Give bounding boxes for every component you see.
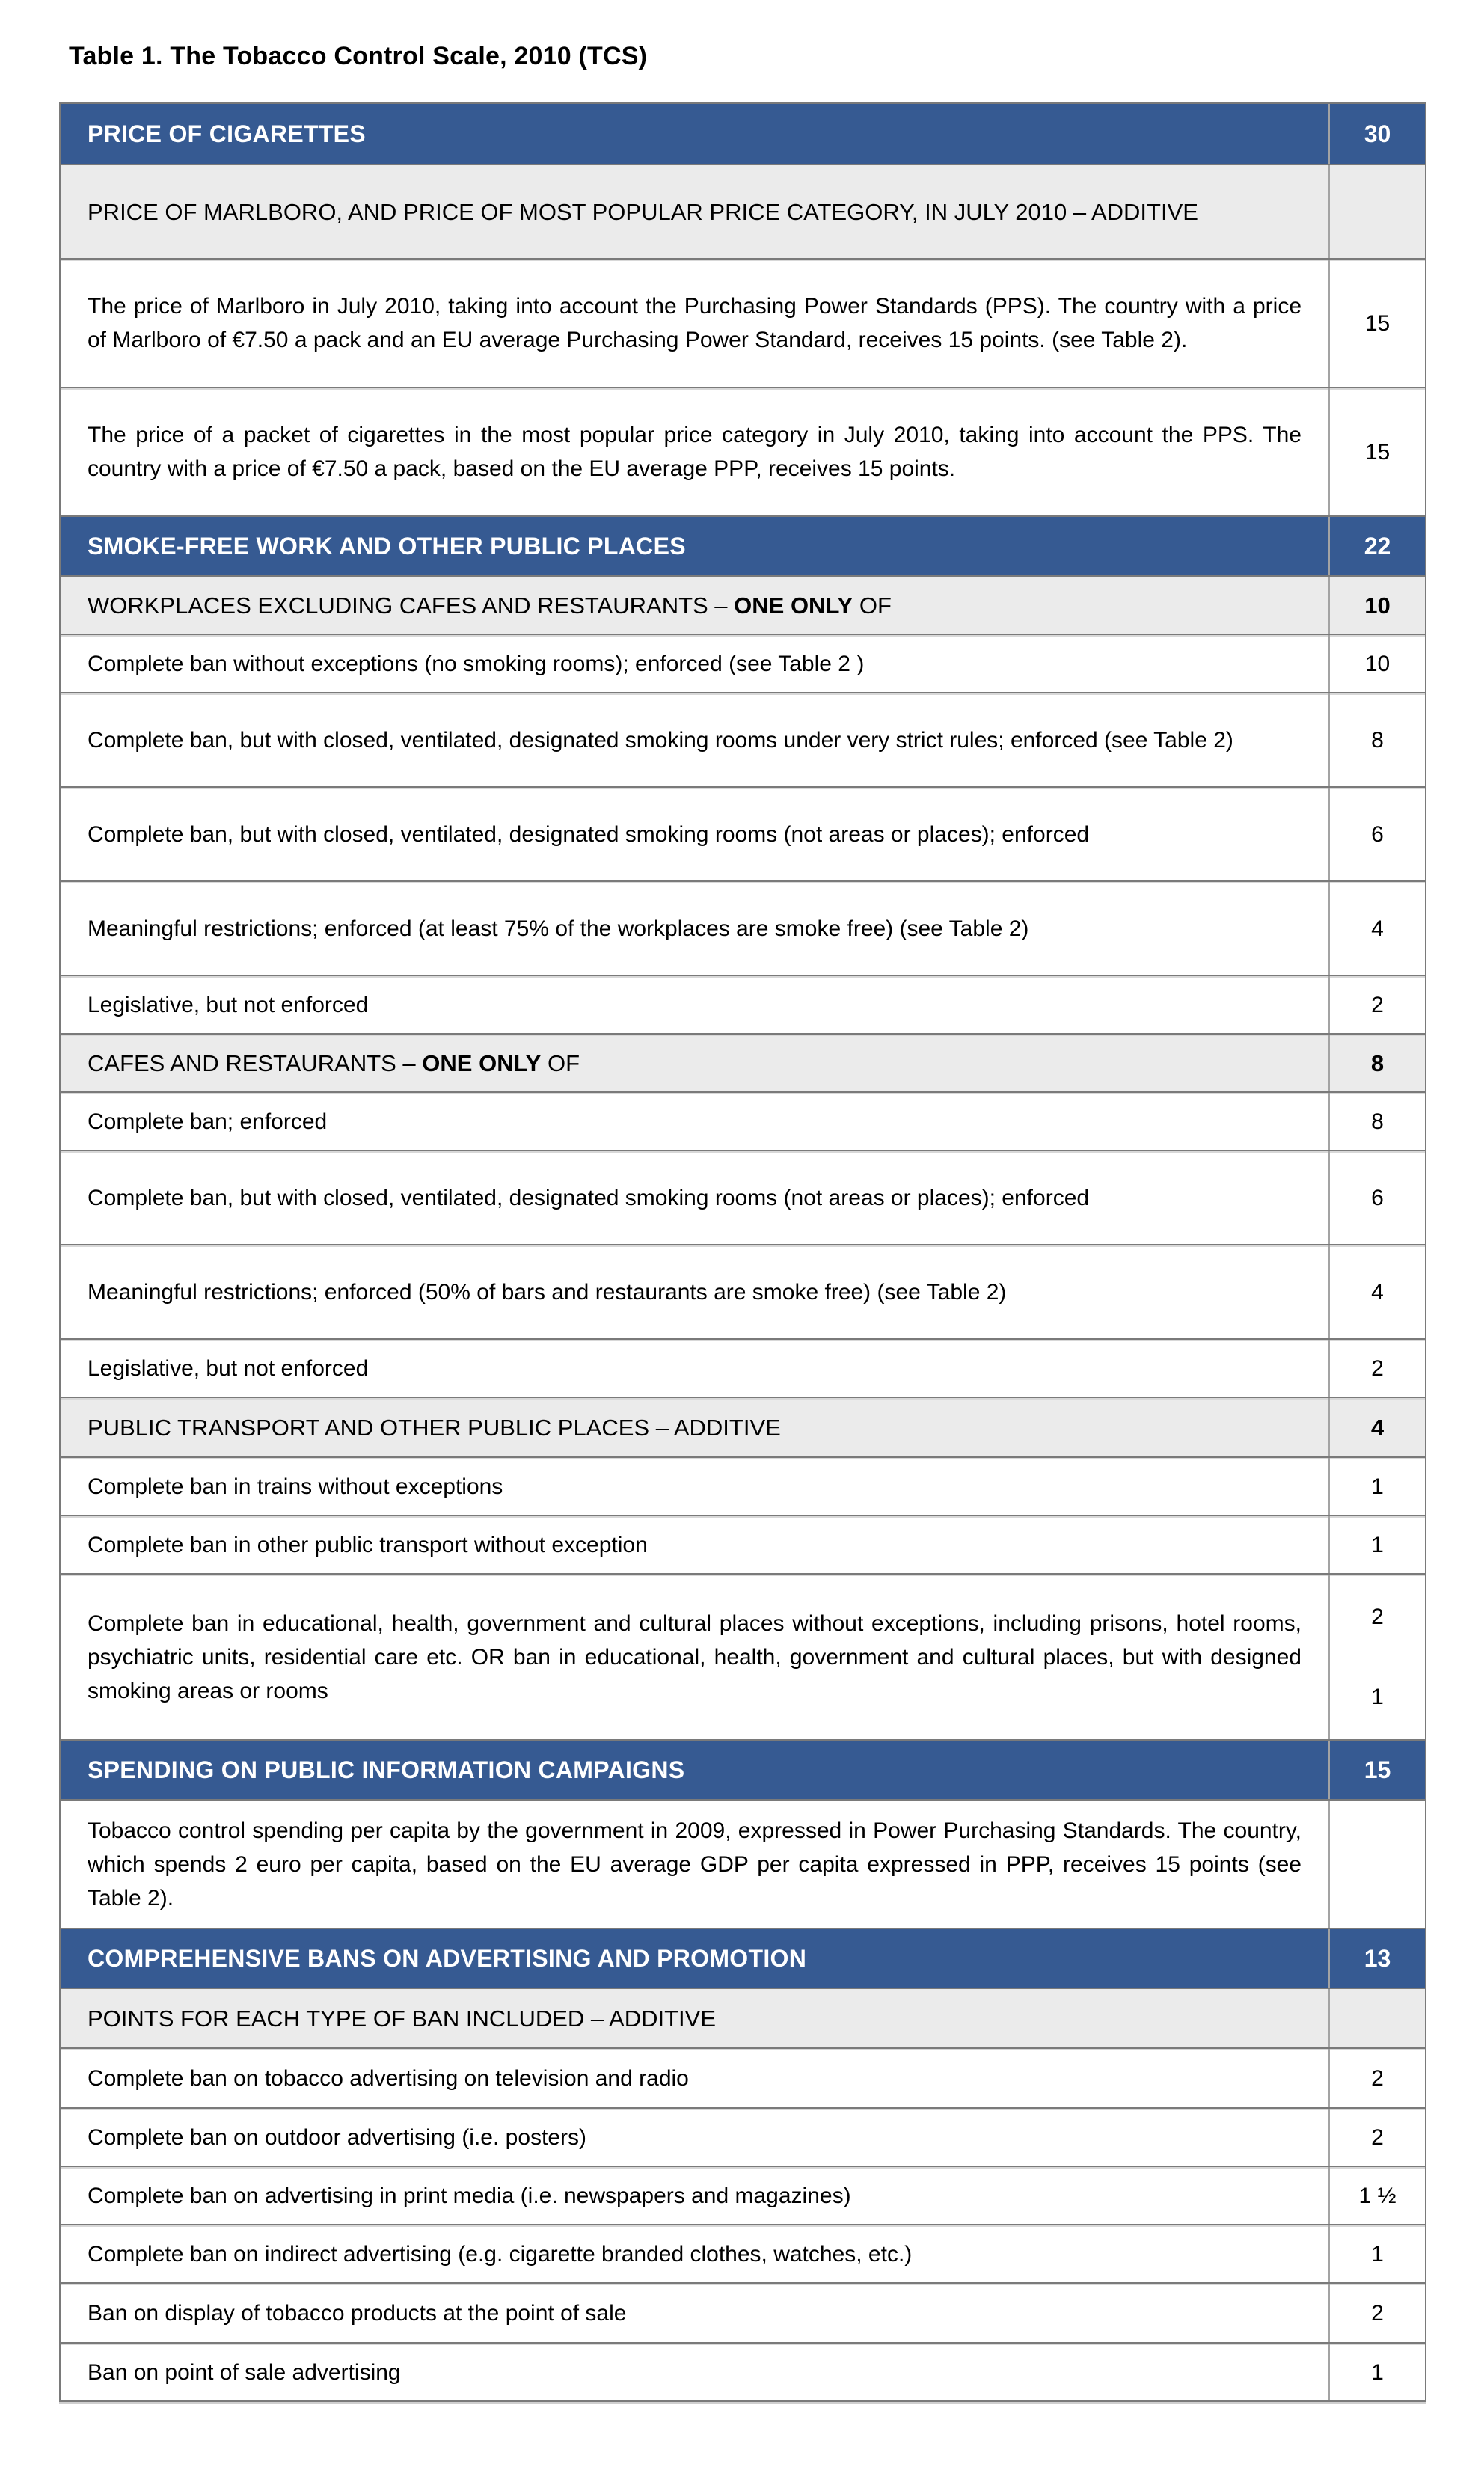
criteria-text: Complete ban on outdoor advertising (i.e. posters) bbox=[88, 2124, 587, 2150]
criteria-text: Complete ban on tobacco advertising on television and radio bbox=[88, 2065, 689, 2091]
criteria-row bbox=[61, 786, 1425, 880]
criteria-points-value: 2 bbox=[1371, 2065, 1384, 2091]
criteria-text: Complete ban on advertising in print media (i.e. newspapers and magazines) bbox=[88, 2183, 851, 2208]
criteria-points-value: 6 bbox=[1371, 1185, 1384, 1210]
criteria-points-value: 10 bbox=[1364, 651, 1391, 676]
criteria-points-value bbox=[1330, 1801, 1425, 1928]
section-header-label: PRICE OF CIGARETTES bbox=[61, 104, 1330, 164]
criteria-row bbox=[61, 2224, 1425, 2282]
section-header-label: COMPREHENSIVE BANS ON ADVERTISING AND PROMOTION bbox=[61, 1929, 1330, 1988]
criteria-text: The price of a packet of cigarettes in the most popular price category in July 2010, taking into account the PPS. The country with a price of €7.50 a pack, based on the EU average PPP, receives 15 points. bbox=[88, 423, 1301, 481]
subsection-row-workplaces bbox=[61, 575, 1425, 634]
criteria-text: Ban on display of tobacco products at the point of sale bbox=[88, 2300, 627, 2326]
subsection-label: CAFES AND RESTAURANTS – ONE ONLY OF bbox=[88, 1049, 580, 1076]
subsection-row-ban-points bbox=[61, 1988, 1425, 2047]
criteria-text: Complete ban on indirect advertising (e.g. cigarette branded clothes, watches, etc.) bbox=[88, 2241, 913, 2267]
criteria-row bbox=[61, 1091, 1425, 1150]
criteria-row-educational-places bbox=[61, 1573, 1425, 1739]
criteria-points-value: 2 bbox=[1371, 2300, 1384, 2326]
criteria-text: Complete ban in educational, health, government and cultural places without exceptions, including prisons, hotel rooms, psychiatric units, residential care etc. OR ban in educational, health, government and cultural places, but with designed smoking areas or rooms bbox=[88, 1611, 1301, 1703]
criteria-points-value: 8 bbox=[1371, 1109, 1384, 1134]
subsection-points-value: 4 bbox=[1370, 1414, 1385, 1441]
subsection-label: WORKPLACES EXCLUDING CAFES AND RESTAURANTS – ONE ONLY OF bbox=[88, 592, 892, 619]
criteria-text: The price of Marlboro in July 2010, taking into account the Purchasing Power Standards (PPS). The country with a price of Marlboro of €7.50 a pack and an EU average Purchasing Power Standard, receives 15 points. (see Table 2). bbox=[88, 294, 1301, 352]
criteria-row bbox=[61, 387, 1425, 515]
section-points-value: 22 bbox=[1364, 532, 1391, 560]
subsection-row-cafes-restaurants bbox=[61, 1033, 1425, 1091]
criteria-row bbox=[61, 1515, 1425, 1573]
criteria-points-value: 1 bbox=[1371, 1474, 1384, 1499]
section-points-value: 30 bbox=[1364, 120, 1391, 147]
criteria-points-value: 2 bbox=[1371, 1355, 1384, 1381]
criteria-points-value: 6 bbox=[1371, 821, 1384, 847]
criteria-text: Legislative, but not enforced bbox=[88, 992, 369, 1017]
criteria-row bbox=[61, 880, 1425, 975]
subsection-points-value bbox=[1330, 165, 1425, 258]
criteria-text: Complete ban; enforced bbox=[88, 1109, 328, 1134]
subsection-row-marlboro-category bbox=[61, 164, 1425, 258]
criteria-points-value: 2 bbox=[1371, 2124, 1384, 2150]
criteria-row bbox=[61, 1799, 1425, 1928]
criteria-points-value: 15 bbox=[1364, 439, 1391, 465]
criteria-points-value: 8 bbox=[1371, 727, 1384, 753]
criteria-text: Ban on point of sale advertising bbox=[88, 2359, 401, 2385]
subsection-label: POINTS FOR EACH TYPE OF BAN INCLUDED – ADDITIVE bbox=[88, 2005, 717, 2032]
criteria-row bbox=[61, 2342, 1425, 2400]
criteria-text: Meaningful restrictions; enforced (at least 75% of the workplaces are smoke free) (see Table 2) bbox=[88, 916, 1029, 941]
criteria-text: Complete ban, but with closed, ventilated, designated smoking rooms (not areas or places); enforced bbox=[88, 1185, 1090, 1210]
criteria-row bbox=[61, 1244, 1425, 1338]
criteria-points-value: 1 bbox=[1371, 2241, 1384, 2267]
subsection-points-value: 10 bbox=[1364, 592, 1391, 619]
section-header-label: SPENDING ON PUBLIC INFORMATION CAMPAIGNS bbox=[61, 1741, 1330, 1799]
criteria-points-value: 4 bbox=[1371, 916, 1384, 941]
criteria-points-value: 1 ½ bbox=[1358, 2183, 1396, 2208]
criteria-text: Meaningful restrictions; enforced (50% of bars and restaurants are smoke free) (see Table 2) bbox=[88, 1279, 1007, 1305]
criteria-points-value: 4 bbox=[1371, 1279, 1384, 1305]
criteria-text: Complete ban in other public transport without exception bbox=[88, 1532, 648, 1557]
subsection-label: PUBLIC TRANSPORT AND OTHER PUBLIC PLACES – ADDITIVE bbox=[88, 1414, 781, 1441]
criteria-row bbox=[61, 634, 1425, 692]
section-header-label: SMOKE-FREE WORK AND OTHER PUBLIC PLACES bbox=[61, 517, 1330, 575]
criteria-text: Legislative, but not enforced bbox=[88, 1355, 369, 1381]
criteria-row bbox=[61, 1338, 1425, 1397]
section-header-row-spending bbox=[61, 1739, 1425, 1799]
section-header-row-price bbox=[61, 104, 1425, 164]
criteria-points-value: 2 bbox=[1371, 992, 1384, 1017]
criteria-row bbox=[61, 2107, 1425, 2166]
section-points-value: 15 bbox=[1364, 1756, 1391, 1783]
section-header-row-smokefree bbox=[61, 515, 1425, 575]
criteria-row bbox=[61, 975, 1425, 1033]
subsection-label: PRICE OF MARLBORO, AND PRICE OF MOST POPULAR PRICE CATEGORY, IN JULY 2010 – ADDITIVE bbox=[88, 198, 1198, 225]
criteria-row bbox=[61, 2166, 1425, 2224]
criteria-row bbox=[61, 1150, 1425, 1244]
criteria-text: Complete ban, but with closed, ventilated, designated smoking rooms (not areas or places); enforced bbox=[88, 821, 1090, 847]
criteria-row bbox=[61, 2282, 1425, 2342]
table-title: Table 1. The Tobacco Control Scale, 2010 (TCS) bbox=[69, 42, 648, 70]
criteria-points-value: 15 bbox=[1364, 310, 1391, 336]
criteria-text: Complete ban, but with closed, ventilated, designated smoking rooms under very strict rules; enforced (see Table 2) bbox=[88, 727, 1233, 753]
criteria-row bbox=[61, 2047, 1425, 2107]
criteria-text: Complete ban without exceptions (no smoking rooms); enforced (see Table 2 ) bbox=[88, 651, 865, 676]
criteria-text: Complete ban in trains without exceptions bbox=[88, 1474, 503, 1499]
tobacco-control-scale-table bbox=[59, 102, 1426, 2402]
criteria-text: Tobacco control spending per capita by the government in 2009, expressed in Power Purchasing Standards. The country, which spends 2 euro per capita, based on the EU average GDP per capita expressed in PPP, receives 15 points (see Table 2). bbox=[88, 1818, 1301, 1910]
subsection-points-value: 8 bbox=[1370, 1049, 1385, 1076]
criteria-row bbox=[61, 692, 1425, 786]
criteria-points-value: 1 bbox=[1371, 1532, 1384, 1557]
criteria-points-value-upper: 2 bbox=[1371, 1605, 1384, 1629]
section-header-row-advertising bbox=[61, 1928, 1425, 1988]
criteria-points-value-lower: 1 bbox=[1371, 1685, 1384, 1709]
criteria-row bbox=[61, 1456, 1425, 1515]
criteria-points-value: 1 bbox=[1371, 2359, 1384, 2385]
criteria-points-values bbox=[1330, 1575, 1425, 1739]
subsection-row-public-transport bbox=[61, 1397, 1425, 1456]
section-points-value: 13 bbox=[1364, 1944, 1391, 1972]
criteria-row bbox=[61, 258, 1425, 387]
subsection-points-value bbox=[1330, 1989, 1425, 2047]
